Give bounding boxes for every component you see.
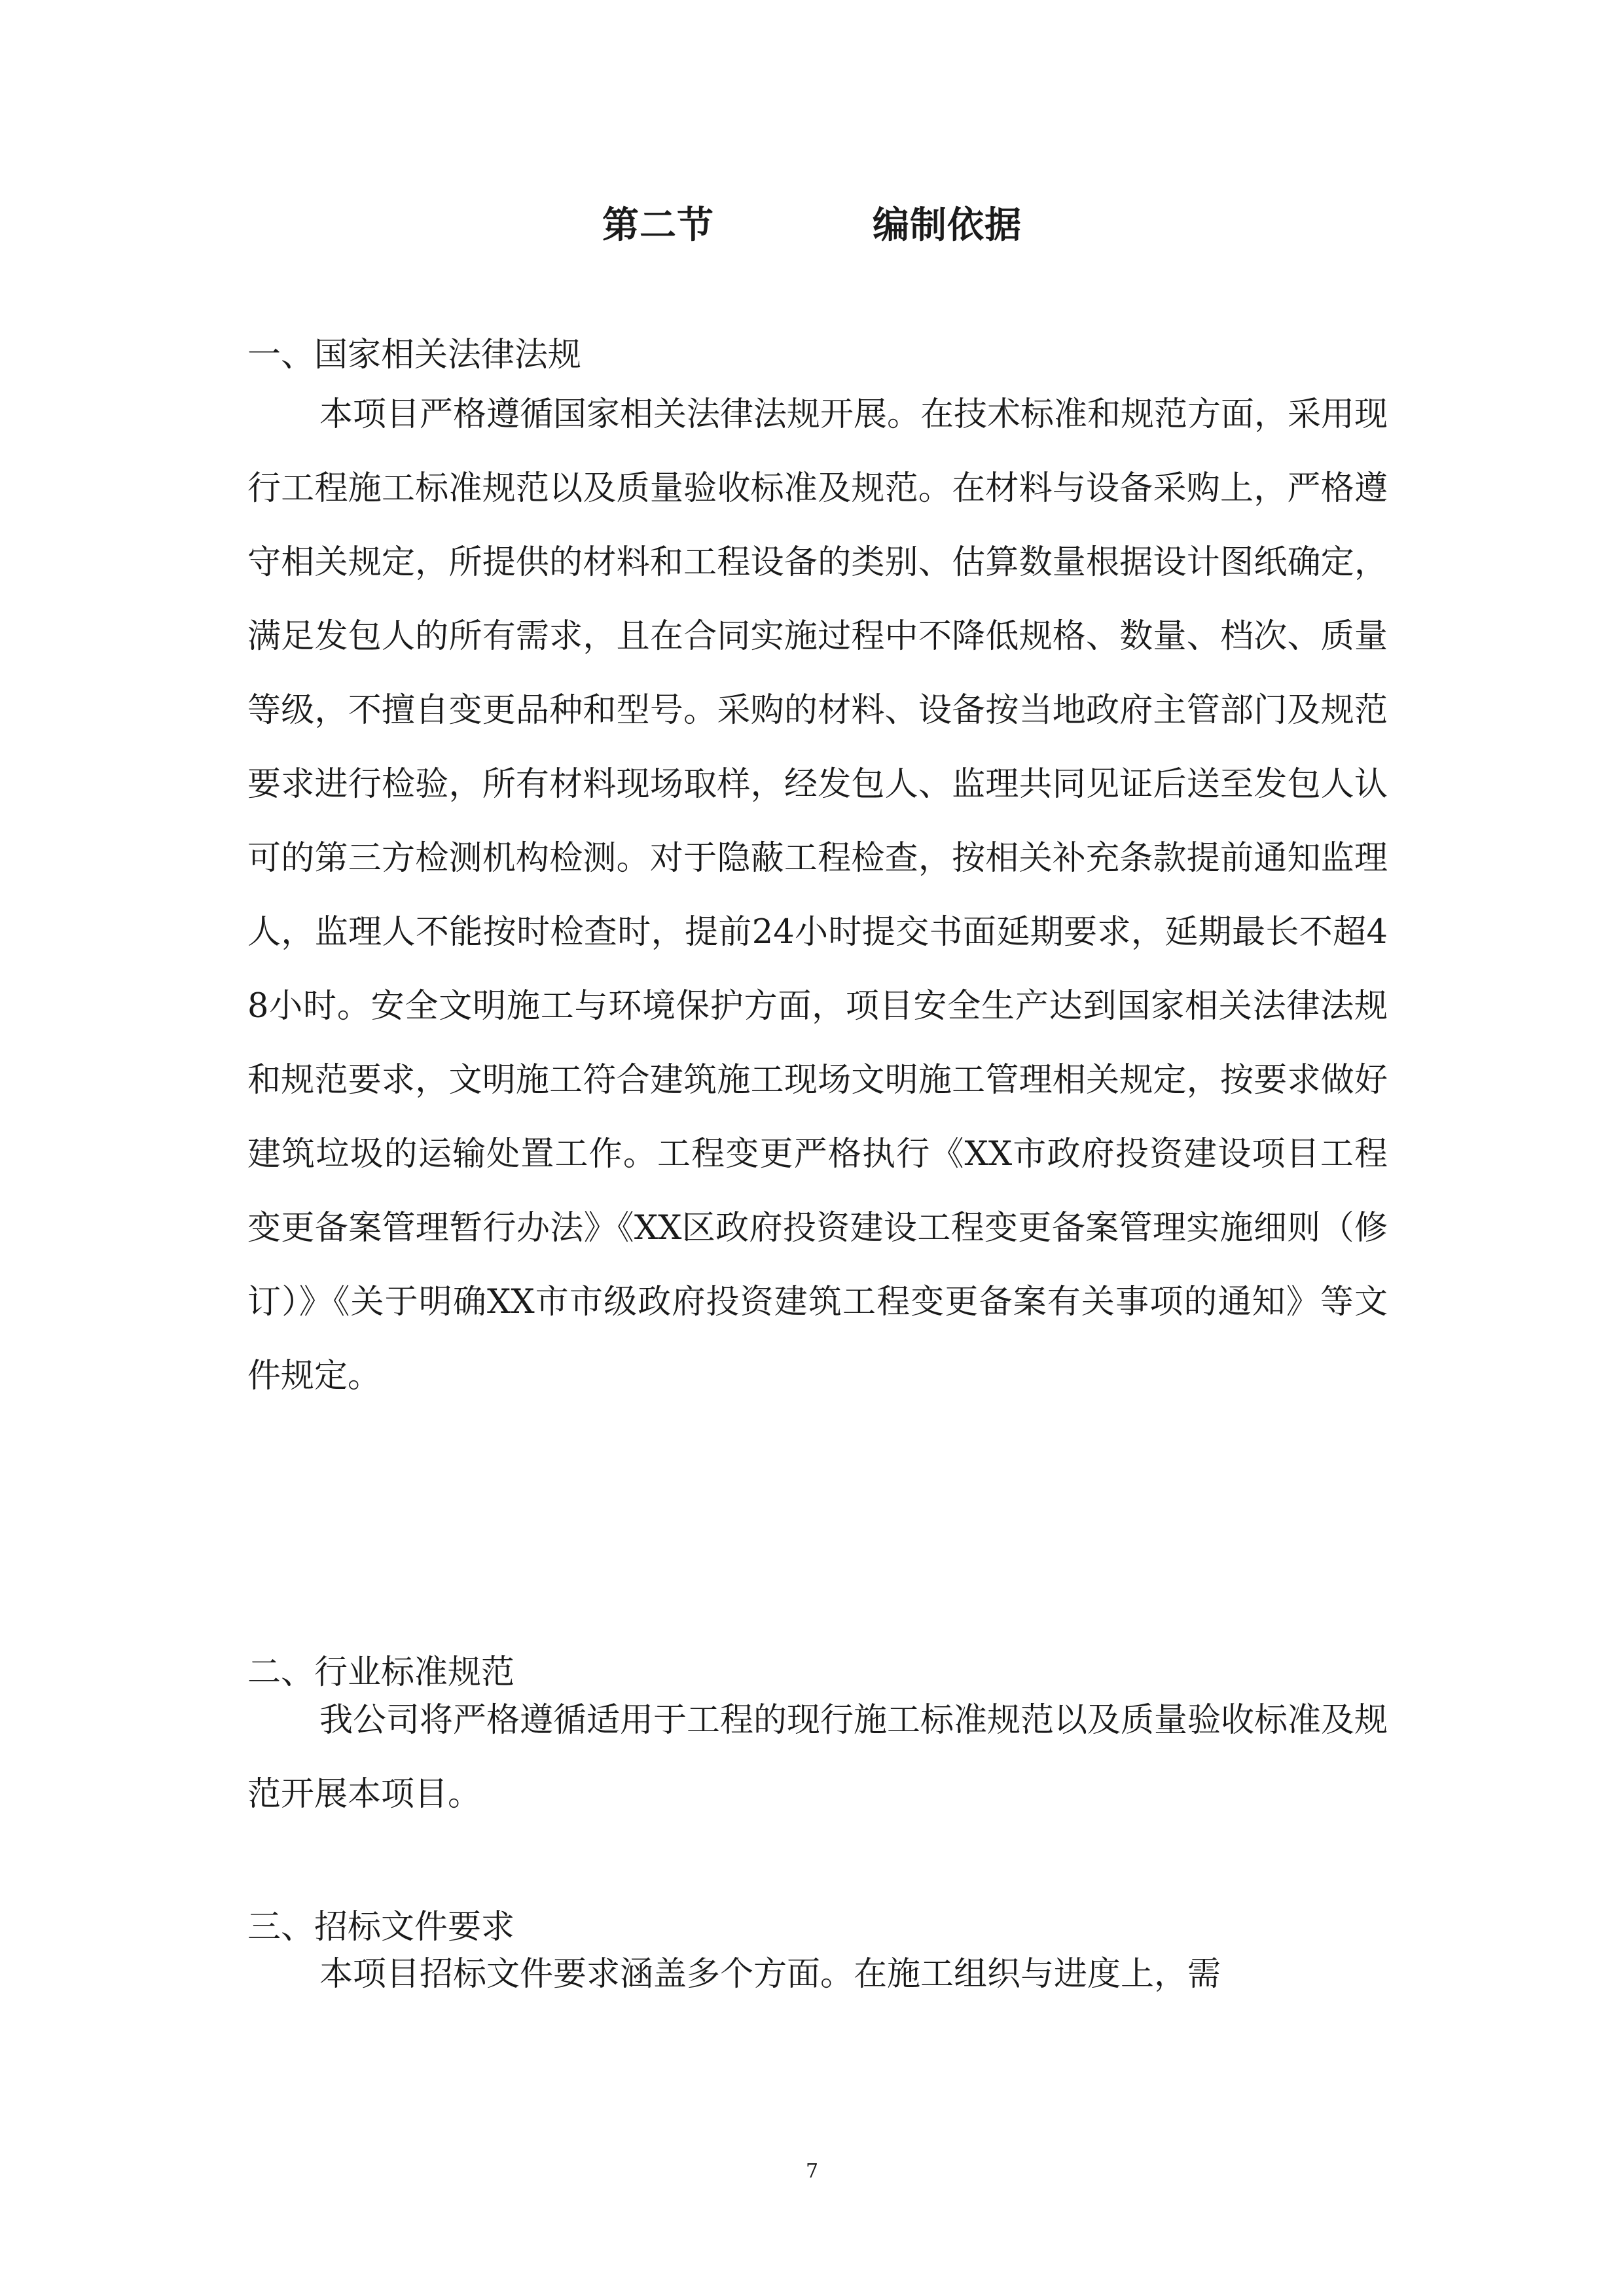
section-paragraph-1: 本项目严格遵循国家相关法律法规开展。在技术标准和规范方面，采用现行工程施工标准规范以及质量验收标准及规范。在材料与设备采购上，严格遵守相关规定，所提供的材料和工程设备的类别、估算数量根据设计图纸确定，满足发包人的所有需求，且在合同实施过程中不降低规格、数量、档次、质量等级，不擅自变更品种和型号。采购的材料、设备按当地政府主管部门及规范要求进行检验，所有材料现场取样，经发包人、监理共同见证后送至发包人认可的第三方检测机构检测。对于隐蔽工程检查，按相关补充条款提前通知监理人，监理人不能按时检查时，提前24小时提交书面延期要求，延期最长不超48小时。安全文明施工与环境保护方面，项目安全生产达到国家相关法律法规和规范要求，文明施工符合建筑施工现场文明施工管理相关规定，按要求做好建筑垃圾的运输处置工作。工程变更严格执行《XX市政府投资建设项目工程变更备案管理暂行办法》《XX区政府投资建设工程变更备案管理实施细则（修订）》《关于明确XX市市级政府投资建筑工程变更备案有关事项的通知》等文件规定。 — [247, 395, 1388, 1395]
section-heading-3: 三、招标文件要求 — [247, 1908, 515, 1946]
section-heading-1: 一、国家相关法律法规 — [247, 336, 582, 374]
section-heading-2: 二、行业标准规范 — [247, 1653, 515, 1692]
page-number: 7 — [805, 2160, 819, 2183]
section-paragraph-3: 本项目招标文件要求涵盖多个方面。在施工组织与进度上，需 — [319, 1955, 1221, 1994]
section-title: 第二节 编制依据 — [602, 204, 1022, 247]
section-paragraph-2: 我公司将严格遵循适用于工程的现行施工标准规范以及质量验收标准及规范开展本项目。 — [247, 1701, 1388, 1814]
